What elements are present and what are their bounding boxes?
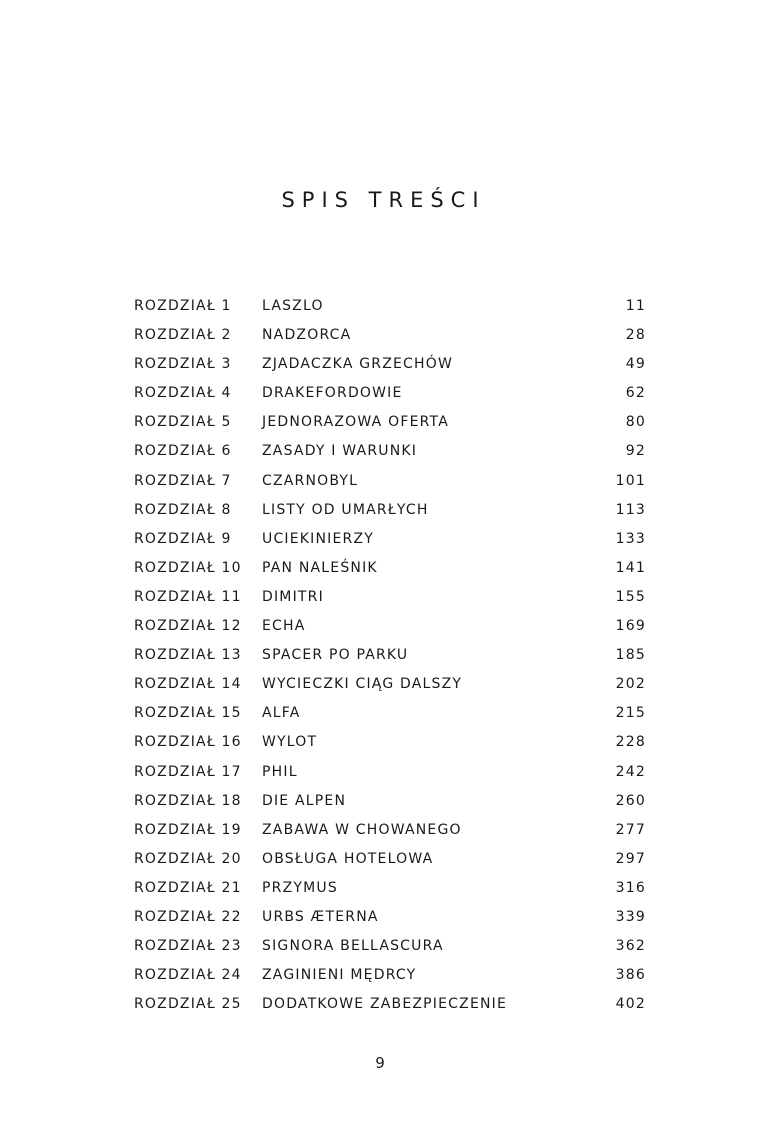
- page-title: SPIS TREŚCI: [281, 188, 486, 213]
- chapter-label: ROZDZIAŁ 9: [134, 530, 232, 547]
- chapter-title: PHIL: [262, 763, 298, 780]
- chapter-label: ROZDZIAŁ 20: [134, 850, 242, 867]
- chapter-label: ROZDZIAŁ 19: [134, 821, 242, 838]
- toc-entry: [134, 728, 646, 757]
- chapter-title: WYCIECZKI CIĄG DALSZY: [262, 676, 463, 693]
- chapter-page-number: 101: [615, 472, 646, 489]
- chapter-title: PAN NALEŚNIK: [262, 559, 378, 576]
- chapter-title: LISTY OD UMARŁYCH: [262, 501, 429, 518]
- chapter-page-number: 185: [615, 647, 646, 664]
- chapter-page-number: 113: [615, 501, 646, 518]
- chapter-page-number: 260: [615, 792, 646, 809]
- chapter-label: ROZDZIAŁ 14: [134, 676, 242, 693]
- chapter-page-number: 362: [615, 938, 646, 955]
- chapter-label: ROZDZIAŁ 2: [134, 327, 232, 344]
- chapter-title: DRAKEFORDOWIE: [262, 385, 403, 402]
- chapter-page-number: 242: [615, 763, 646, 780]
- chapter-label: ROZDZIAŁ 11: [134, 588, 242, 605]
- chapter-title: OBSŁUGA HOTELOWA: [262, 850, 434, 867]
- toc-entry: [134, 787, 646, 816]
- chapter-title: ZAGINIENI MĘDRCY: [262, 967, 417, 984]
- chapter-label: ROZDZIAŁ 22: [134, 908, 242, 925]
- toc-entry: [134, 670, 646, 699]
- chapter-title: DODATKOWE ZABEZPIECZENIE: [262, 996, 508, 1013]
- chapter-title: LASZLO: [262, 298, 324, 314]
- toc-entry: [134, 612, 646, 641]
- chapter-page-number: 141: [615, 559, 646, 576]
- chapter-label: ROZDZIAŁ 1: [134, 298, 232, 314]
- toc-entry: [134, 525, 646, 554]
- chapter-page-number: 80: [625, 414, 646, 431]
- chapter-page-number: 402: [615, 996, 646, 1013]
- toc-entry: [134, 321, 646, 350]
- chapter-page-number: 62: [625, 385, 646, 402]
- chapter-page-number: 316: [615, 879, 646, 896]
- chapter-label: ROZDZIAŁ 25: [134, 996, 242, 1013]
- toc-entry: [134, 496, 646, 525]
- chapter-label: ROZDZIAŁ 13: [134, 647, 242, 664]
- chapter-label: ROZDZIAŁ 5: [134, 414, 232, 431]
- chapter-page-number: 202: [615, 676, 646, 693]
- toc-entry: [134, 467, 646, 496]
- chapter-label: ROZDZIAŁ 16: [134, 734, 242, 751]
- chapter-title: CZARNOBYL: [262, 472, 359, 489]
- toc-entry: [134, 379, 646, 408]
- chapter-label: ROZDZIAŁ 7: [134, 472, 232, 489]
- toc-entry: [134, 699, 646, 728]
- table-of-contents: [134, 292, 646, 1019]
- chapter-label: ROZDZIAŁ 10: [134, 559, 242, 576]
- chapter-page-number: 215: [615, 705, 646, 722]
- toc-entry: [134, 437, 646, 466]
- chapter-title: DIE ALPEN: [262, 792, 347, 809]
- chapter-page-number: 297: [615, 850, 646, 867]
- chapter-title: URBS ÆTERNA: [262, 908, 379, 925]
- chapter-page-number: 155: [615, 588, 646, 605]
- toc-entry: [134, 961, 646, 990]
- chapter-page-number: 339: [615, 908, 646, 925]
- chapter-page-number: 92: [625, 443, 646, 460]
- chapter-page-number: 228: [615, 734, 646, 751]
- chapter-title: DIMITRI: [262, 588, 324, 605]
- chapter-label: ROZDZIAŁ 4: [134, 385, 232, 402]
- chapter-label: ROZDZIAŁ 21: [134, 879, 242, 896]
- toc-entry: [134, 583, 646, 612]
- chapter-title: ZASADY I WARUNKI: [262, 443, 418, 460]
- chapter-page-number: 277: [615, 821, 646, 838]
- chapter-label: ROZDZIAŁ 12: [134, 618, 242, 635]
- chapter-label: ROZDZIAŁ 15: [134, 705, 242, 722]
- chapter-title: SPACER PO PARKU: [262, 647, 409, 664]
- toc-entry: [134, 816, 646, 845]
- chapter-page-number: 11: [625, 298, 646, 314]
- toc-entry: [134, 350, 646, 379]
- chapter-title: JEDNORAZOWA OFERTA: [262, 414, 449, 431]
- chapter-label: ROZDZIAŁ 24: [134, 967, 242, 984]
- chapter-title: ECHA: [262, 618, 306, 635]
- chapter-page-number: 169: [615, 618, 646, 635]
- chapter-title: SIGNORA BELLASCURA: [262, 938, 444, 955]
- toc-entry: [134, 874, 646, 903]
- toc-entry: [134, 292, 646, 321]
- toc-entry: [134, 641, 646, 670]
- chapter-page-number: 386: [615, 967, 646, 984]
- toc-entry: [134, 758, 646, 787]
- chapter-label: ROZDZIAŁ 3: [134, 356, 232, 373]
- chapter-title: PRZYMUS: [262, 879, 338, 896]
- chapter-title: NADZORCA: [262, 327, 352, 344]
- chapter-label: ROZDZIAŁ 6: [134, 443, 232, 460]
- toc-entry: [134, 408, 646, 437]
- toc-entry: [134, 932, 646, 961]
- chapter-title: ALFA: [262, 705, 301, 722]
- chapter-page-number: 28: [625, 327, 646, 344]
- chapter-label: ROZDZIAŁ 18: [134, 792, 242, 809]
- toc-entry: [134, 845, 646, 874]
- chapter-title: WYLOT: [262, 734, 318, 751]
- chapter-label: ROZDZIAŁ 8: [134, 501, 232, 518]
- page-number: 9: [375, 1054, 385, 1072]
- chapter-title: ZJADACZKA GRZECHÓW: [262, 356, 454, 373]
- chapter-title: UCIEKINIERZY: [262, 530, 375, 547]
- chapter-label: ROZDZIAŁ 23: [134, 938, 242, 955]
- chapter-page-number: 49: [625, 356, 646, 373]
- chapter-page-number: 133: [615, 530, 646, 547]
- chapter-label: ROZDZIAŁ 17: [134, 763, 242, 780]
- chapter-title: ZABAWA W CHOWANEGO: [262, 821, 462, 838]
- toc-entry: [134, 903, 646, 932]
- toc-entry: [134, 554, 646, 583]
- toc-entry: [134, 990, 646, 1019]
